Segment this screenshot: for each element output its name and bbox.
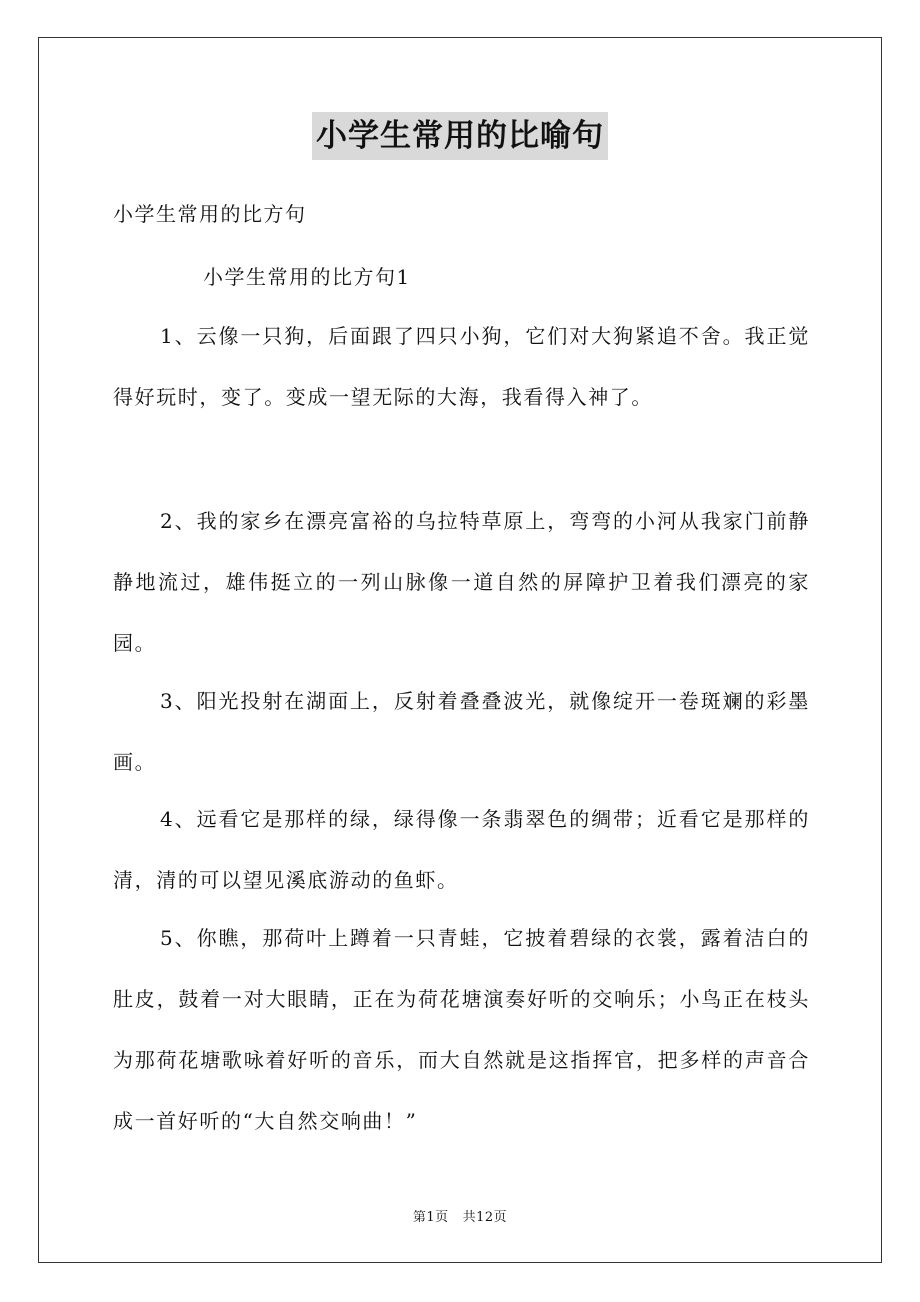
paragraph-1: 1、云像一只狗，后面跟了四只小狗，它们对大狗紧追不舍。我正觉得好玩时，变了。变成一望无际的大海，我看得入神了。 <box>113 324 810 409</box>
page-total: 共12页 <box>462 1210 508 1225</box>
paragraph-4: 4、远看它是那样的绿，绿得像一条翡翠色的绸带；近看它是那样的清，清的可以望见溪底游动的鱼虾。 <box>113 807 810 892</box>
paragraph-3: 3、阳光投射在湖面上，反射着叠叠波光，就像绽开一卷斑斓的彩墨画。 <box>113 689 810 774</box>
document-title-container <box>0 112 920 160</box>
paragraph-5: 5、你瞧，那荷叶上蹲着一只青蛙，它披着碧绿的衣裳，露着洁白的肚皮，鼓着一对大眼睛，正在为荷花塘演奏好听的交响乐；小鸟正在枝头为那荷花塘歌咏着好听的音乐，而大自然就是这指挥官，把多样的声音合成一首好听的“大自然交响曲！” <box>113 926 810 1133</box>
document-subtitle: 小学生常用的比方句 <box>113 202 307 226</box>
section-heading: 小学生常用的比方句1 <box>203 265 411 289</box>
paragraph-2: 2、我的家乡在漂亮富裕的乌拉特草原上，弯弯的小河从我家门前静静地流过，雄伟挺立的一列山脉像一道自然的屏障护卫着我们漂亮的家园。 <box>113 509 810 655</box>
page-footer <box>0 1206 920 1225</box>
document-title: 小学生常用的比喻句 <box>312 112 608 160</box>
page-number: 第1页 <box>412 1210 449 1225</box>
